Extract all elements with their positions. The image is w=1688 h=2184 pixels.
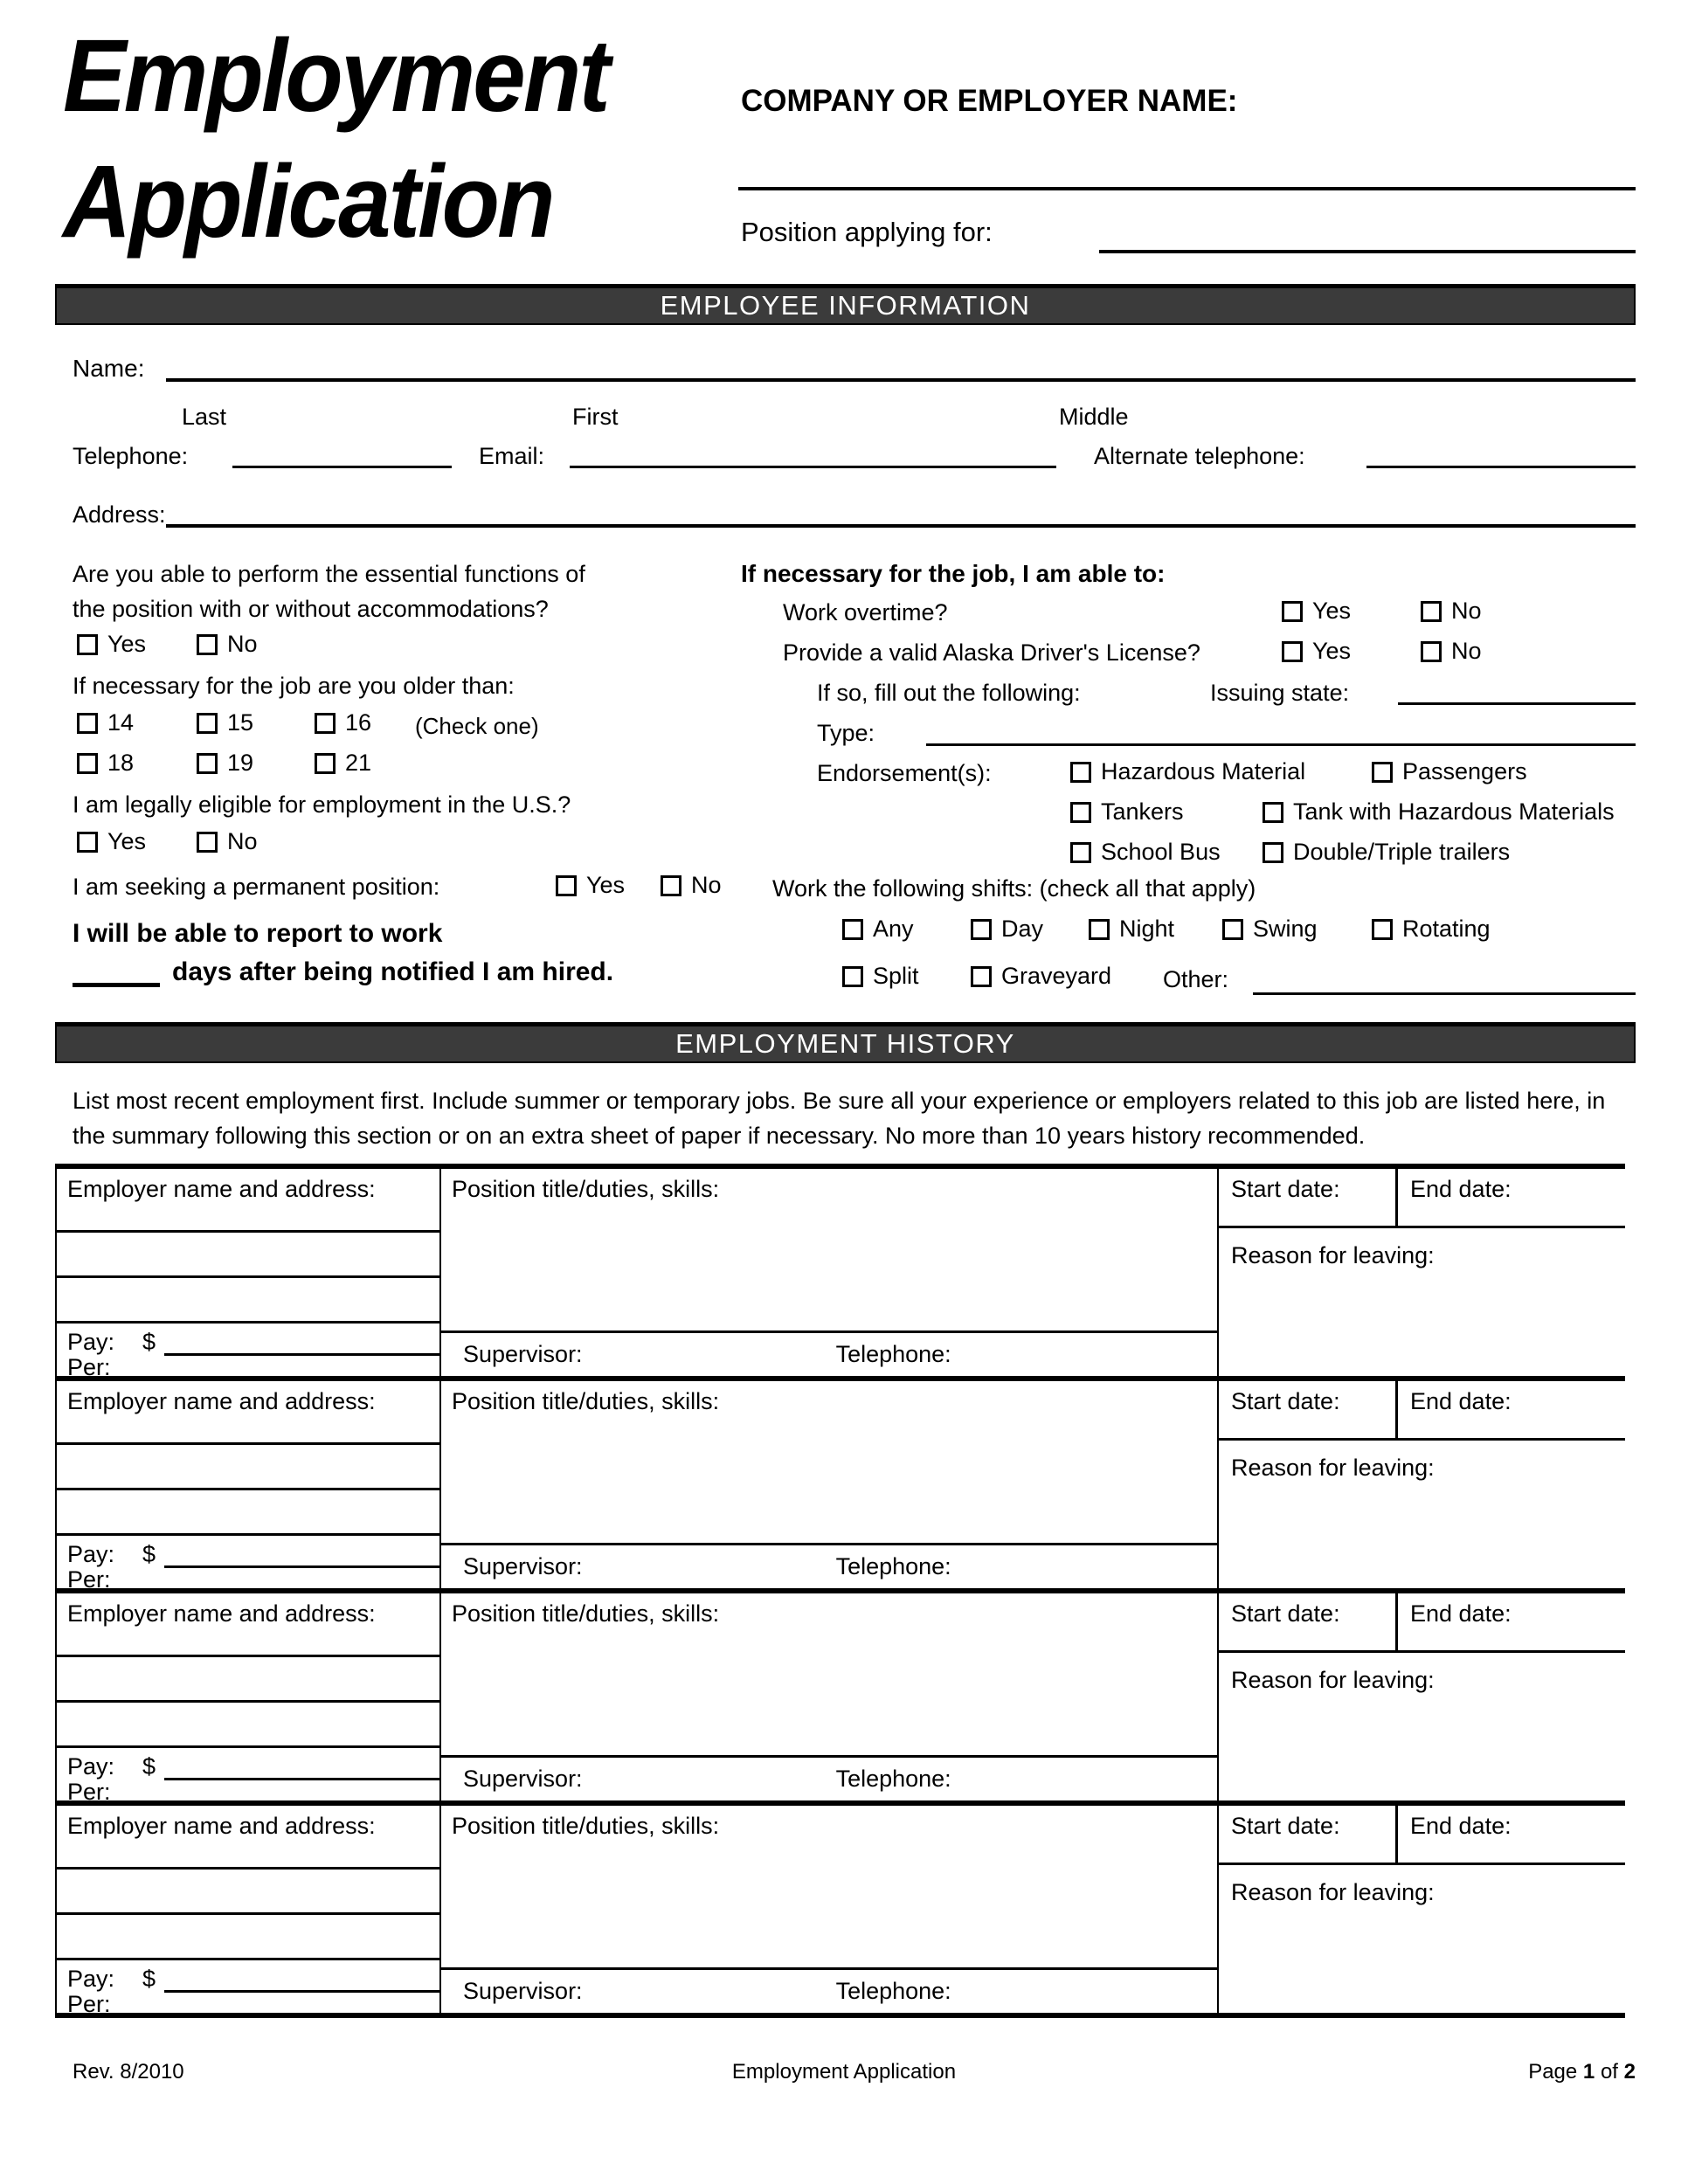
pay-input-line[interactable] bbox=[164, 1752, 439, 1780]
checkbox-age-15[interactable] bbox=[197, 713, 218, 734]
checkbox-age-21[interactable] bbox=[315, 753, 336, 774]
pay-label: Pay: bbox=[67, 1753, 115, 1780]
checkbox-shift-split[interactable] bbox=[842, 966, 863, 987]
endorsement-school-bus: School Bus bbox=[1070, 839, 1221, 866]
name-sublabel-first: First bbox=[572, 404, 619, 430]
end-date-label: End date: bbox=[1410, 1813, 1512, 1839]
address-label: Address: bbox=[73, 501, 166, 528]
older-than-option-16: 16 bbox=[315, 709, 371, 736]
checkbox-license-no[interactable] bbox=[1421, 641, 1442, 662]
supervisor-row bbox=[441, 1755, 1217, 1800]
permanent-option-no: No bbox=[661, 872, 722, 899]
checkbox-endorsement-double-triple[interactable] bbox=[1263, 842, 1283, 863]
checkbox-age-14[interactable] bbox=[77, 713, 98, 734]
address-input-line[interactable] bbox=[166, 500, 1636, 528]
checkbox-age-19[interactable] bbox=[197, 753, 218, 774]
dates-row bbox=[1219, 1381, 1625, 1441]
checkbox-license-yes[interactable] bbox=[1282, 641, 1303, 662]
pay-row bbox=[67, 1965, 439, 1993]
shifts-question: Work the following shifts: (check all that apply) bbox=[772, 875, 1256, 902]
checkbox-endorsement-tankers[interactable] bbox=[1070, 802, 1091, 823]
checkbox-endorsement-passengers[interactable] bbox=[1372, 762, 1393, 783]
position-cell bbox=[441, 1806, 1219, 2013]
eligible-option-yes: Yes bbox=[77, 828, 146, 855]
company-name-input-line[interactable] bbox=[738, 162, 1636, 190]
employer-input-line[interactable] bbox=[57, 1745, 439, 1748]
employer-input-line[interactable] bbox=[57, 1275, 439, 1278]
if-so-label: If so, fill out the following: bbox=[817, 680, 1081, 706]
report-to-work-line2: days after being notified I am hired. bbox=[172, 957, 614, 986]
footer-page-total: 2 bbox=[1623, 2060, 1636, 2084]
employment-entry-3 bbox=[55, 1593, 1625, 1806]
end-date-label: End date: bbox=[1410, 1388, 1512, 1414]
checkbox-permanent-no[interactable] bbox=[661, 875, 681, 896]
license-question: Provide a valid Alaska Driver's License? bbox=[783, 639, 1200, 666]
dates-reason-cell bbox=[1219, 1169, 1625, 1376]
footer-page-number: 1 bbox=[1582, 2060, 1595, 2084]
older-than-option-19: 19 bbox=[197, 750, 253, 777]
checkbox-eligible-yes[interactable] bbox=[77, 832, 98, 853]
section-header-employee-information: EMPLOYEE INFORMATION bbox=[55, 284, 1636, 325]
issuing-state-input-line[interactable] bbox=[1398, 678, 1636, 705]
essential-functions-question-line1: Are you able to perform the essential functions of bbox=[73, 561, 585, 587]
reason-for-leaving-label: Reason for leaving: bbox=[1231, 1242, 1435, 1268]
checkbox-permanent-yes[interactable] bbox=[556, 875, 577, 896]
dates-row bbox=[1219, 1806, 1625, 1865]
checkbox-overtime-no[interactable] bbox=[1421, 601, 1442, 622]
employer-cell bbox=[57, 1169, 441, 1380]
pay-input-line[interactable] bbox=[164, 1328, 439, 1356]
shift-option-split: Split bbox=[842, 963, 919, 990]
supervisor-row bbox=[441, 1967, 1217, 2013]
per-label: Per: bbox=[67, 1779, 111, 1805]
checkbox-shift-day[interactable] bbox=[971, 919, 992, 940]
start-date-label: Start date: bbox=[1219, 1381, 1398, 1438]
per-label: Per: bbox=[67, 1566, 111, 1593]
able-to-heading: If necessary for the job, I am able to: bbox=[741, 560, 1166, 587]
email-input-line[interactable] bbox=[570, 441, 1056, 468]
email-label: Email: bbox=[479, 443, 545, 469]
eligible-option-no: No bbox=[197, 828, 258, 855]
telephone-label: Telephone: bbox=[835, 1341, 951, 1367]
name-label: Name: bbox=[73, 355, 145, 382]
employment-history-table bbox=[55, 1164, 1625, 2018]
dates-reason-cell bbox=[1219, 1806, 1625, 2013]
checkbox-eligible-no[interactable] bbox=[197, 832, 218, 853]
employer-cell bbox=[57, 1806, 441, 2017]
shift-other-input-line[interactable] bbox=[1253, 968, 1636, 995]
position-cell bbox=[441, 1169, 1219, 1376]
report-days-input-line[interactable] bbox=[73, 957, 160, 987]
dollar-sign: $ bbox=[142, 1541, 156, 1567]
pay-row bbox=[67, 1540, 439, 1568]
employer-input-line[interactable] bbox=[57, 1442, 439, 1445]
shift-option-graveyard: Graveyard bbox=[971, 963, 1111, 990]
employer-input-line[interactable] bbox=[57, 1230, 439, 1233]
older-than-option-18: 18 bbox=[77, 750, 134, 777]
section-header-employment-history: EMPLOYMENT HISTORY bbox=[55, 1022, 1636, 1063]
pay-input-line[interactable] bbox=[164, 1540, 439, 1568]
employment-entry-4 bbox=[55, 1806, 1625, 2018]
pay-label: Pay: bbox=[67, 1329, 115, 1355]
shift-option-night: Night bbox=[1089, 916, 1174, 943]
supervisor-label: Supervisor: bbox=[463, 1341, 583, 1367]
telephone-input-line[interactable] bbox=[232, 441, 452, 468]
checkbox-shift-any[interactable] bbox=[842, 919, 863, 940]
position-applying-input-line[interactable] bbox=[1099, 225, 1636, 253]
checkbox-overtime-yes[interactable] bbox=[1282, 601, 1303, 622]
employer-label: Employer name and address: bbox=[67, 1813, 376, 1839]
checkbox-endorsement-school-bus[interactable] bbox=[1070, 842, 1091, 863]
position-label: Position title/duties, skills: bbox=[452, 1600, 720, 1627]
pay-row bbox=[67, 1328, 439, 1356]
check-one-note: (Check one) bbox=[415, 713, 539, 739]
page-title-line2: Application bbox=[63, 144, 553, 259]
employment-entry-2 bbox=[55, 1381, 1625, 1593]
license-type-input-line[interactable] bbox=[926, 718, 1636, 746]
issuing-state-label: Issuing state: bbox=[1210, 680, 1350, 706]
telephone-label: Telephone: bbox=[835, 1766, 951, 1792]
telephone-label: Telephone: bbox=[835, 1978, 951, 2004]
dollar-sign: $ bbox=[142, 1966, 156, 1992]
footer-page-indicator: Page 1 of 2 bbox=[1528, 2060, 1636, 2084]
position-cell bbox=[441, 1381, 1219, 1588]
company-name-label: COMPANY OR EMPLOYER NAME: bbox=[741, 84, 1238, 118]
employer-cell bbox=[57, 1381, 441, 1593]
name-sublabel-middle: Middle bbox=[1059, 404, 1129, 430]
checkbox-shift-graveyard[interactable] bbox=[971, 966, 992, 987]
essential-functions-question-line2: the position with or without accommodations? bbox=[73, 596, 549, 622]
checkbox-essential-no[interactable] bbox=[197, 634, 218, 655]
name-sublabel-last: Last bbox=[182, 404, 227, 430]
supervisor-label: Supervisor: bbox=[463, 1766, 583, 1792]
permanent-option-yes: Yes bbox=[556, 872, 625, 899]
dates-row bbox=[1219, 1169, 1625, 1228]
endorsement-passengers: Passengers bbox=[1372, 758, 1527, 785]
alternate-telephone-input-line[interactable] bbox=[1366, 441, 1636, 468]
dates-reason-cell bbox=[1219, 1381, 1625, 1588]
supervisor-row bbox=[441, 1330, 1217, 1376]
supervisor-row bbox=[441, 1543, 1217, 1588]
pay-input-line[interactable] bbox=[164, 1965, 439, 1993]
position-label: Position title/duties, skills: bbox=[452, 1176, 720, 1202]
checkbox-age-16[interactable] bbox=[315, 713, 336, 734]
overtime-option-yes: Yes bbox=[1282, 598, 1351, 625]
older-than-option-15: 15 bbox=[197, 709, 253, 736]
report-to-work-line1: I will be able to report to work bbox=[73, 919, 443, 948]
endorsement-double-triple: Double/Triple trailers bbox=[1263, 839, 1510, 866]
reason-for-leaving-label: Reason for leaving: bbox=[1231, 1667, 1435, 1693]
footer-document-title: Employment Application bbox=[731, 2060, 957, 2084]
checkbox-shift-swing[interactable] bbox=[1222, 919, 1243, 940]
telephone-label: Telephone: bbox=[73, 443, 189, 469]
endorsement-tank-hazmat: Tank with Hazardous Materials bbox=[1263, 798, 1615, 826]
reason-for-leaving-label: Reason for leaving: bbox=[1231, 1455, 1435, 1481]
footer-revision: Rev. 8/2010 bbox=[73, 2060, 184, 2084]
start-date-label: Start date: bbox=[1219, 1806, 1398, 1863]
checkbox-endorsement-tank-hazmat[interactable] bbox=[1263, 802, 1283, 823]
license-option-yes: Yes bbox=[1282, 638, 1351, 665]
pay-label: Pay: bbox=[67, 1541, 115, 1567]
reason-for-leaving-label: Reason for leaving: bbox=[1231, 1879, 1435, 1905]
license-option-no: No bbox=[1421, 638, 1482, 665]
shift-option-rotating: Rotating bbox=[1372, 916, 1491, 943]
position-applying-label: Position applying for: bbox=[741, 217, 993, 247]
employer-input-line[interactable] bbox=[57, 1655, 439, 1657]
older-than-question: If necessary for the job are you older than: bbox=[73, 673, 515, 699]
telephone-label: Telephone: bbox=[835, 1553, 951, 1579]
dollar-sign: $ bbox=[142, 1753, 156, 1780]
report-to-work-line2-row bbox=[73, 957, 613, 987]
shift-option-day: Day bbox=[971, 916, 1043, 943]
dates-row bbox=[1219, 1593, 1625, 1653]
start-date-label: Start date: bbox=[1219, 1169, 1398, 1226]
shift-option-swing: Swing bbox=[1222, 916, 1318, 943]
older-than-option-21: 21 bbox=[315, 750, 371, 777]
checkbox-essential-yes[interactable] bbox=[77, 634, 98, 655]
employer-label: Employer name and address: bbox=[67, 1176, 376, 1202]
per-label: Per: bbox=[67, 1354, 111, 1380]
shift-option-any: Any bbox=[842, 916, 914, 943]
license-type-label: Type: bbox=[817, 720, 875, 746]
employer-input-line[interactable] bbox=[57, 1321, 439, 1324]
employer-input-line[interactable] bbox=[57, 1700, 439, 1703]
employer-input-line[interactable] bbox=[57, 1533, 439, 1536]
page-title-line1: Employment bbox=[63, 18, 608, 134]
employer-input-line[interactable] bbox=[57, 1867, 439, 1870]
employer-input-line[interactable] bbox=[57, 1912, 439, 1915]
start-date-label: Start date: bbox=[1219, 1593, 1398, 1650]
checkbox-shift-rotating[interactable] bbox=[1372, 919, 1393, 940]
dollar-sign: $ bbox=[142, 1329, 156, 1355]
employer-label: Employer name and address: bbox=[67, 1388, 376, 1414]
employer-input-line[interactable] bbox=[57, 1488, 439, 1490]
per-label: Per: bbox=[67, 1991, 111, 2017]
checkbox-age-18[interactable] bbox=[77, 753, 98, 774]
name-input-line[interactable] bbox=[166, 353, 1636, 382]
end-date-label: End date: bbox=[1410, 1600, 1512, 1627]
eligible-question: I am legally eligible for employment in the U.S.? bbox=[73, 791, 571, 818]
shift-other-label: Other: bbox=[1163, 966, 1229, 992]
checkbox-shift-night[interactable] bbox=[1089, 919, 1110, 940]
employer-label: Employer name and address: bbox=[67, 1600, 376, 1627]
checkbox-endorsement-hazmat[interactable] bbox=[1070, 762, 1091, 783]
employment-history-instructions: List most recent employment first. Include summer or temporary jobs. Be sure all your experience or employers related to this job are listed here, in the summary following this section or on an extra sheet of paper if necessary. No more than 10 years history recommended. bbox=[73, 1088, 1606, 1149]
position-label: Position title/duties, skills: bbox=[452, 1388, 720, 1414]
overtime-question: Work overtime? bbox=[783, 599, 948, 625]
essential-functions-option-yes: Yes bbox=[77, 631, 146, 658]
permanent-position-question: I am seeking a permanent position: bbox=[73, 874, 440, 900]
older-than-option-14: 14 bbox=[77, 709, 134, 736]
supervisor-label: Supervisor: bbox=[463, 1553, 583, 1579]
essential-functions-option-no: No bbox=[197, 631, 258, 658]
overtime-option-no: No bbox=[1421, 598, 1482, 625]
employment-entry-1 bbox=[55, 1169, 1625, 1381]
end-date-label: End date: bbox=[1410, 1176, 1512, 1202]
position-cell bbox=[441, 1593, 1219, 1800]
alternate-telephone-label: Alternate telephone: bbox=[1094, 443, 1305, 469]
pay-row bbox=[67, 1752, 439, 1780]
pay-label: Pay: bbox=[67, 1966, 115, 1992]
dates-reason-cell bbox=[1219, 1593, 1625, 1800]
employer-cell bbox=[57, 1593, 441, 1805]
position-label: Position title/duties, skills: bbox=[452, 1813, 720, 1839]
endorsement-hazardous-material: Hazardous Material bbox=[1070, 758, 1305, 785]
supervisor-label: Supervisor: bbox=[463, 1978, 583, 2004]
employer-input-line[interactable] bbox=[57, 1958, 439, 1960]
endorsements-label: Endorsement(s): bbox=[817, 760, 992, 786]
endorsement-tankers: Tankers bbox=[1070, 798, 1184, 826]
